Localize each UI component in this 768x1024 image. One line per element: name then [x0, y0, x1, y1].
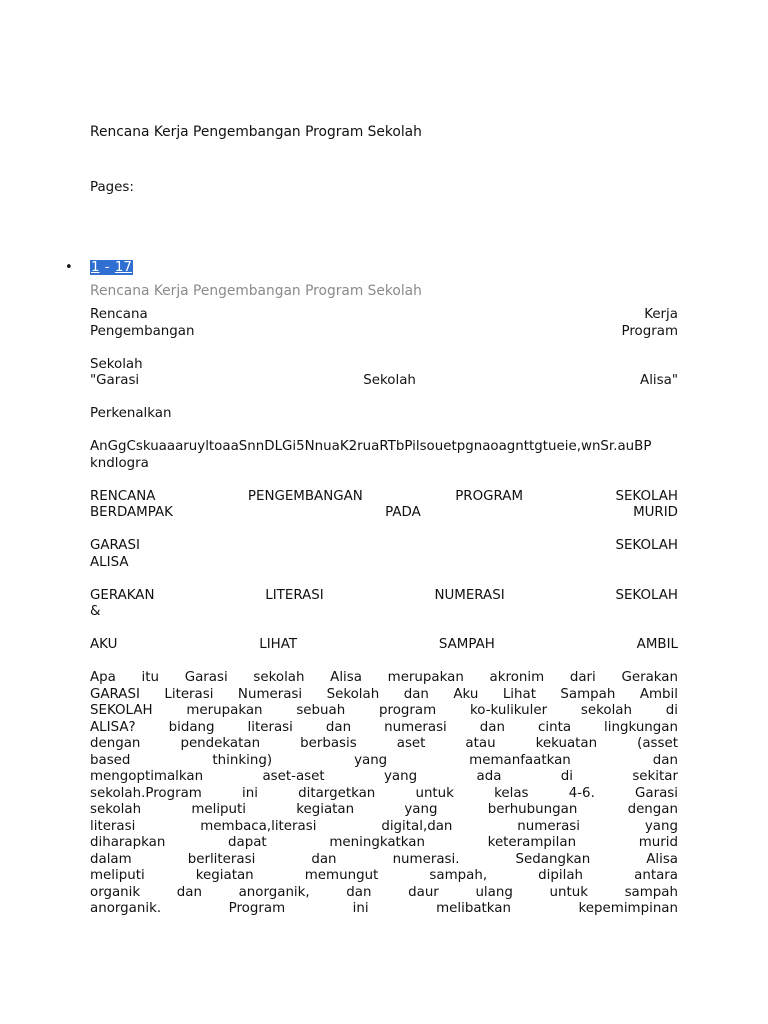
- paragraph-line: meliputi kegiatan memungut sampah, dipilah antara: [90, 868, 678, 883]
- text-line: BERDAMPAK PADA MURID: [90, 505, 678, 520]
- text-line: AKU LIHAT SAMPAH AMBIL: [90, 637, 678, 652]
- text-line: kndlogra: [90, 455, 149, 471]
- pages-label: Pages:: [90, 180, 134, 195]
- text-line: Perkenalkan: [90, 406, 172, 421]
- document-subtitle: Rencana Kerja Pengembangan Program Sekolah: [90, 282, 422, 299]
- paragraph-line: ALISA? bidang literasi dan numerasi dan cinta lingkungan: [90, 719, 678, 735]
- text-line: "Garasi Sekolah Alisa": [90, 373, 678, 388]
- page-link-to[interactable]: 17: [114, 260, 132, 275]
- text-line: GERAKAN LITERASI NUMERASI SEKOLAH: [90, 587, 678, 603]
- page-link-from[interactable]: 1: [91, 260, 100, 275]
- text-line: Pengembangan Program: [90, 323, 678, 339]
- paragraph-line: anorganik. Program ini melibatkan kepemimpinan: [90, 901, 678, 916]
- paragraph-line: GARASI Literasi Numerasi Sekolah dan Aku Lihat Sampah Ambil: [90, 686, 678, 702]
- page-range-separator: -: [100, 260, 114, 275]
- paragraph-line: sekolah.Program ini ditargetkan untuk kelas 4-6. Garasi: [90, 785, 678, 801]
- page-list: [65, 260, 678, 918]
- document-body: [90, 307, 678, 918]
- page-title: Rencana Kerja Pengembangan Program Sekolah: [90, 124, 422, 140]
- paragraph-line: sekolah meliputi kegiatan yang berhubungan dengan: [90, 802, 678, 817]
- paragraph-line: diharapkan dapat meningkatkan keterampilan murid: [90, 835, 678, 850]
- body-paragraph: [90, 670, 678, 918]
- bullet-icon: •: [65, 260, 73, 275]
- text-line: &: [90, 604, 101, 619]
- text-line: RENCANA PENGEMBANGAN PROGRAM SEKOLAH: [90, 488, 678, 504]
- paragraph-line: SEKOLAH merupakan sebuah program ko-kulikuler sekolah di: [90, 703, 678, 718]
- paragraph-line: dengan pendekatan berbasis aset atau kekuatan (asset: [90, 736, 678, 751]
- paragraph-line: based thinking) yang memanfaatkan dan: [90, 752, 678, 768]
- paragraph-line: literasi membaca,literasi digital,dan numerasi yang: [90, 818, 678, 834]
- paragraph-line: dalam berliterasi dan numerasi. Sedangkan Alisa: [90, 851, 678, 867]
- text-line: GARASI SEKOLAH: [90, 538, 678, 553]
- paragraph-line: mengoptimalkan aset-aset yang ada di sekitar: [90, 769, 678, 784]
- text-line: ALISA: [90, 554, 129, 570]
- text-line: AnGgCskuaaaruyltoaaSnnDLGi5NnuaK2ruaRTbPilsouetpgnaoagnttgtueie,wnSr.auBP: [90, 439, 652, 454]
- list-item: [65, 260, 678, 918]
- paragraph-line: Apa itu Garasi sekolah Alisa merupakan akronim dari Gerakan: [90, 670, 678, 685]
- paragraph-line: organik dan anorganik, dan daur ulang untuk sampah: [90, 884, 678, 900]
- text-line: Sekolah: [90, 356, 143, 372]
- text-line: Rencana Kerja: [90, 307, 678, 322]
